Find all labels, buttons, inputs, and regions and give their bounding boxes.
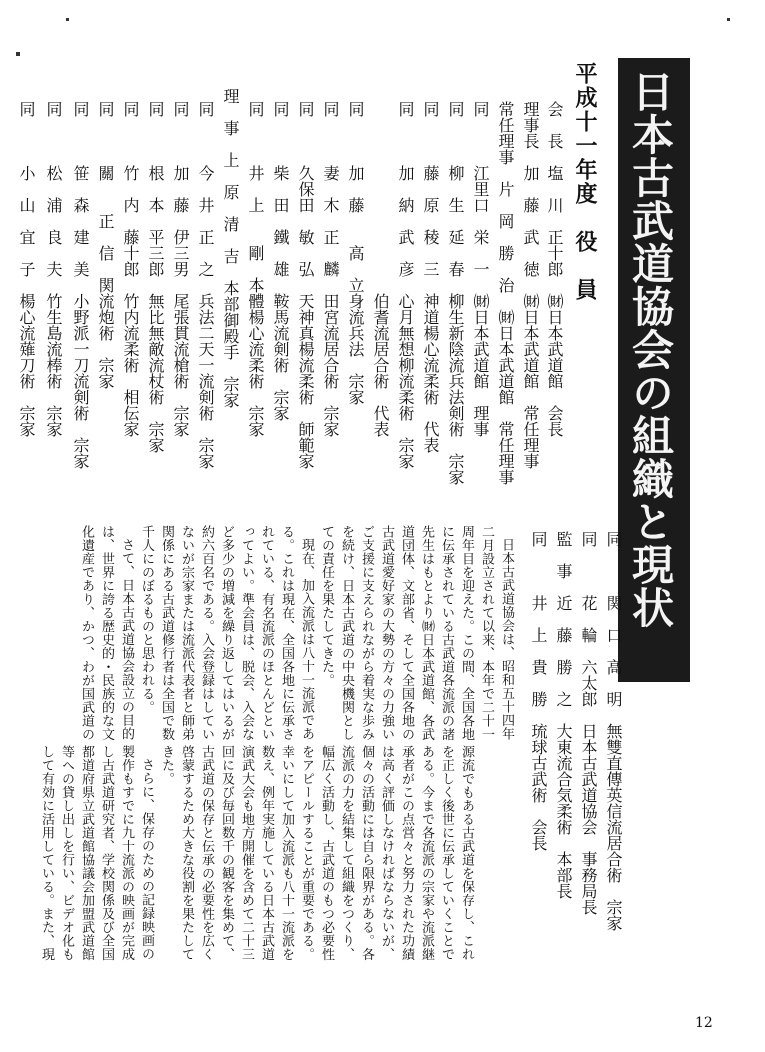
officer-entry: 同 根 本 平三郎 無比無敵流杖術 宗家 [146,101,165,453]
officer-entry: 同 久保田 敏 弘 天神真楊流柔術 師範家 [296,101,315,469]
body-line: 関係にある古武道修行者は全国で数 [159,525,174,741]
page-number: 12 [695,1015,713,1031]
officer-entry: 同 松 浦 良 夫 竹生島流棒術 宗家 [44,101,63,437]
body-line: 演武大会も地方開催を含めて二十三 [239,745,254,961]
body-line: 数え、例年実施している日本古武道 [259,745,274,961]
body-line: 約六百名である。入会登録はしてい [199,525,214,741]
body-line: 古武道の保存と伝承の必要性を広く [199,745,214,961]
body-line: をアピールすることが重要である。 [299,745,314,961]
officer-entry: 同 今 井 正 之 兵法二天一流剣術 宗家 [196,101,215,469]
officer-entry: 監 事 近 藤 勝 之 大東流合気柔術 本部長 [554,531,573,899]
body-line: し古武道研究者、学校関係及び全国 [99,745,114,961]
body-line: 千人にのぼるものと思われる。 [139,525,154,714]
body-line: は、世界に誇る歴史的・民族的な文 [99,525,114,741]
body-line: ての責任を果たしてきた。 [319,525,334,687]
body-line: さて、日本古武道協会設立の目的 [119,538,134,741]
officer-entry: 同 藤 原 稜 三 神道楊心流柔術 代表 [421,101,440,453]
scan-mark [727,18,730,21]
officer-entry: 伯耆流居合術 代表 [371,101,390,437]
officer-entry: 同 加 藤 高 立身流兵法 宗家 [346,101,365,405]
body-line: ってよい。準会員は、脱会、入会な [239,525,254,741]
body-line: 周年目を迎えた。この間、全国各地 [459,525,474,741]
officer-entry: 同 関 口 高 明 無雙直傳英信流居合術 宗家 [604,531,623,931]
scan-mark [66,18,69,21]
body-line: ど多少の増減を繰り返してはいるが [219,525,234,741]
officer-entry: 同 竹 内 藤十郎 竹内流柔術 相伝家 [121,101,140,437]
body-line: ある。今まで各流派の宗家や流派継 [419,745,434,961]
officer-entry: 同 江里口 栄 一 ㈶日本武道館 理事 [471,101,490,437]
officer-entry: 同 柴 田 鐵 雄 鞍馬流剣術 宗家 [271,101,290,421]
body-line: に伝承されている古武道各流派の諸 [439,525,454,741]
body-line: 道団体、文部省、そして全国各地の [399,525,414,741]
body-line: 二月設立されて以来、本年で二十一 [479,525,494,741]
body-line: 古武道愛好家の大勢の方々の力強い [379,525,394,741]
body-line: 等への貸し出しを行い、ビデオ化も [59,745,74,961]
officer-entry: 会 長 塩 川 正十郎 ㈶日本武道館 会長 [545,101,564,437]
body-line: 製作もすでに九十流派の映画が完成 [119,745,134,961]
officer-entry: 同 笹 森 建 美 小野派一刀流剣術 宗家 [71,101,90,469]
officer-entry: 同 井 上 剛 本體楊心流柔術 宗家 [246,101,265,437]
body-line: 日本古武道協会は、昭和五十四年 [499,538,514,741]
body-line: さらに、保存のための記録映画の [139,758,154,961]
body-line: して有効に活用している。また、現 [39,745,54,961]
body-line: 回に及び毎回数千の観客を集めて、 [219,745,234,961]
body-line: きた。 [159,745,174,786]
officer-entry: 同 柳 生 延 春 柳生新陰流兵法剣術 宗家 [446,101,465,485]
officer-entry: 同 井 上 貴 勝 琉球古武術 会長 [529,531,548,851]
body-line: 都道府県立武道館協議会加盟武道館 [79,745,94,961]
article-title: 日本古武道協会の組織と現状 [626,70,675,629]
body-line: 源流でもある古武道を保存し、これ [459,745,474,961]
officers-heading: 平成十一年度 役 員 [572,62,598,302]
body-line: 流派の力を結集して組織をつくり、 [339,745,354,961]
body-line: 幅広く活動し、古武道のもつ必要性 [319,745,334,961]
body-line: 幸いにして加入流派も八十一流派を [279,745,294,961]
officer-entry: 同 加 納 武 彦 心月無想柳流柔術 宗家 [396,101,415,469]
officer-entry: 同 花 輪 六太郎 日本古武道協会 事務局長 [579,531,598,915]
body-line: る。これは現在、全国各地に伝承さ [279,525,294,741]
officer-entry: 常任理事 片 岡 勝 治 ㈶日本武道館 常任理事 [496,101,515,485]
officer-entry: 同 小 山 宜 子 楊心流薙刀術 宗家 [17,101,36,437]
body-line: を正しく後世に伝承していくことで [439,745,454,961]
body-line: を続け、日本古武道の中央機関とし [339,525,354,741]
body-line: 現在、加入流派は八十一流派であ [299,538,314,741]
body-line: れている、有名流派のほとんどとい [259,525,274,741]
officer-entry: 同 加 藤 伊三男 尾張貫流槍術 宗家 [171,101,190,437]
body-line: 先生はもとより㈶日本武道館、各武 [419,525,434,741]
body-line: 承者がこの点営々と努力された功績 [399,745,414,961]
body-line: 啓蒙するため大きな役割を果たして [179,745,194,961]
scan-mark [16,52,20,56]
body-line: は高く評価しなければならないが、 [379,745,394,961]
body-line: 個々の活動には自ら限界がある。各 [359,745,374,961]
officer-entry: 同 妻 木 正 麟 田宮流居合術 宗家 [321,101,340,437]
body-line: 化遺産であり、かつ、わが国武道の [79,525,94,741]
officer-entry: 理 事 上 原 清 吉 本部御殿手 宗家 [221,88,240,408]
body-line: ご支援に支えられながら着実な歩み [359,525,374,741]
officer-entry: 理事長 加 藤 武 徳 ㈶日本武道館 常任理事 [521,101,540,469]
officer-entry: 同 關 正 信 関流炮術 宗家 [96,101,115,389]
body-line: ないが宗家または流派代表者と師弟 [179,525,194,741]
